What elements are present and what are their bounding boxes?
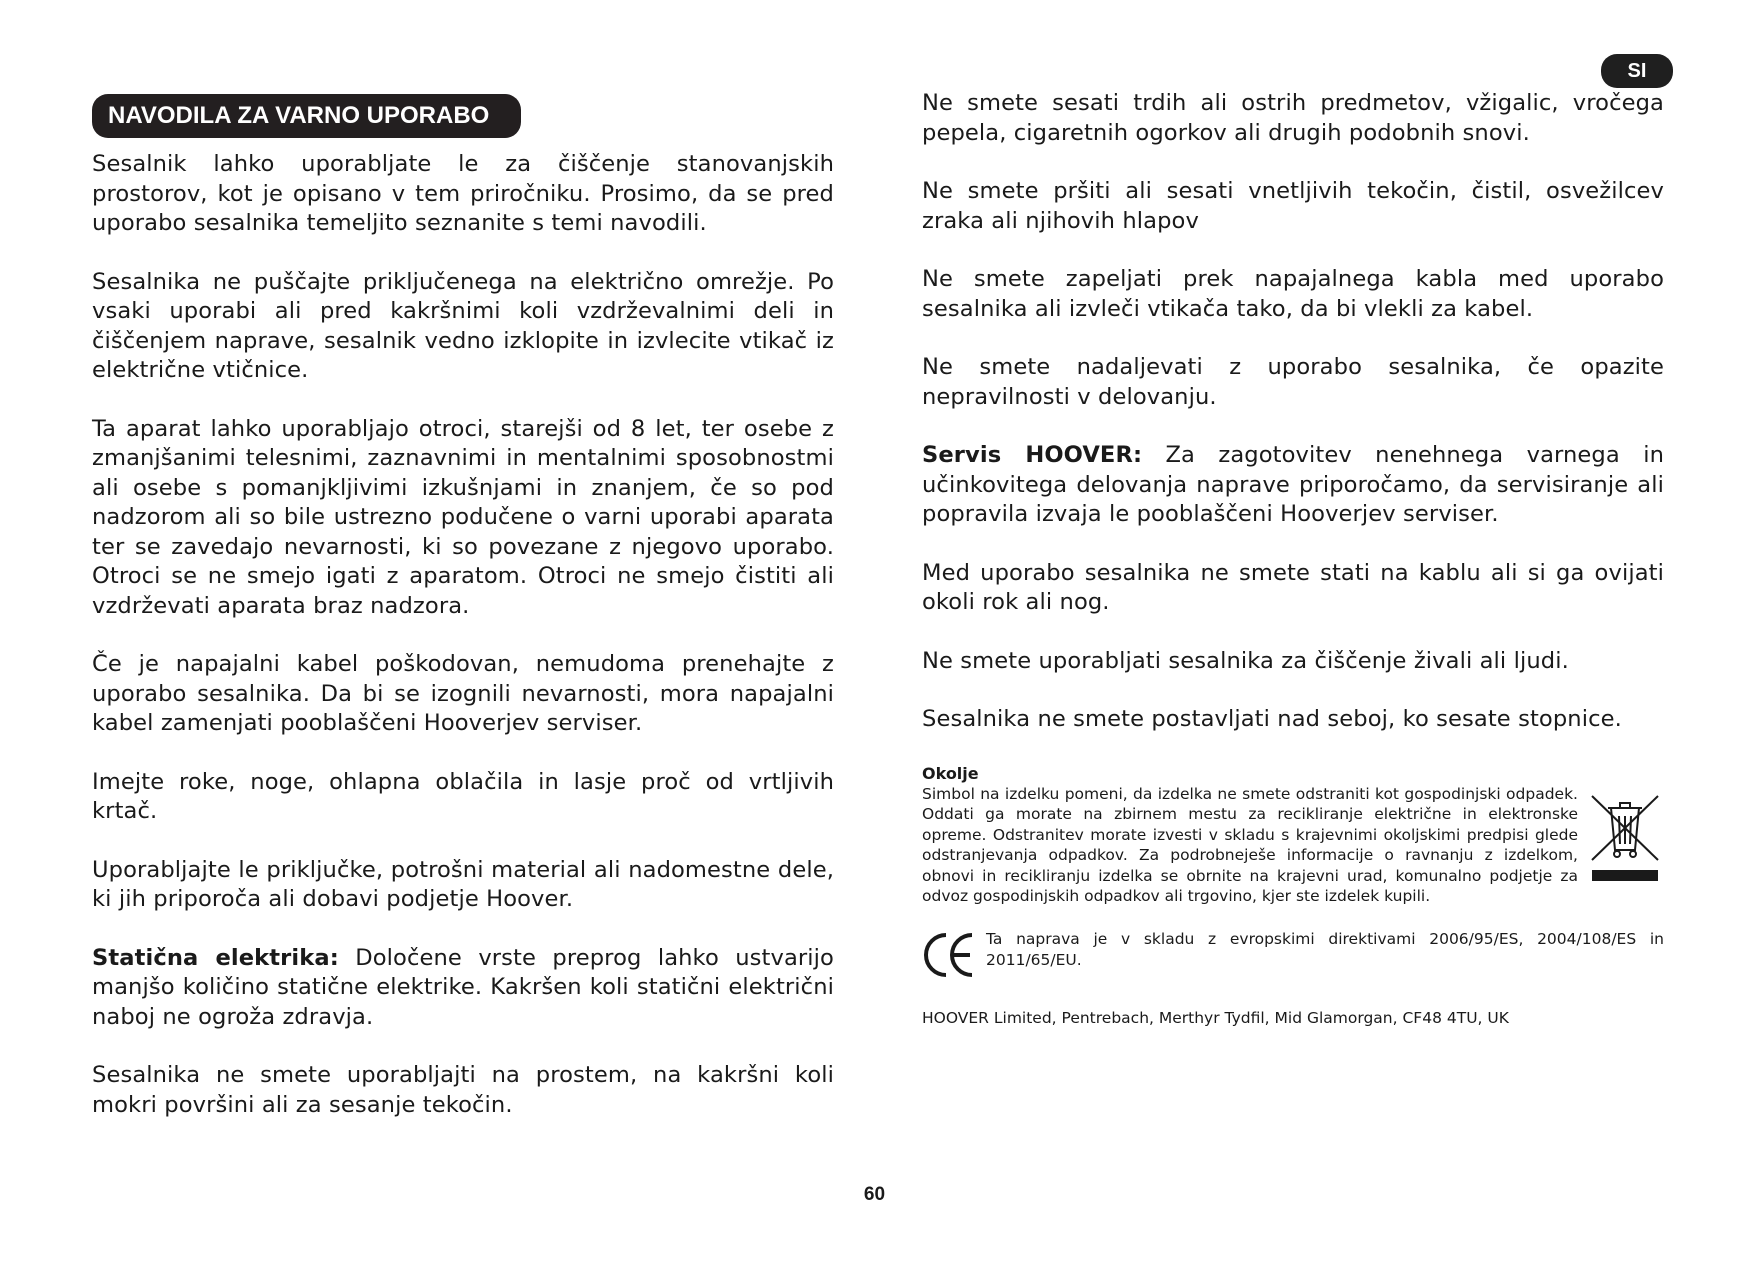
- left-paragraphs: [92, 150, 834, 1120]
- section-header: NAVODILA ZA VARNO UPORABO: [92, 94, 521, 138]
- right-column: [922, 89, 1664, 1027]
- company-address: HOOVER Limited, Pentrebach, Merthyr Tydfil, Mid Glamorgan, CF48 4TU, UK: [922, 1009, 1509, 1028]
- paragraph: [922, 265, 1664, 324]
- paragraph: [922, 647, 1664, 677]
- paragraph: [922, 705, 1664, 735]
- paragraph-bold-lead: Statična elektrika:: [92, 944, 339, 971]
- paragraph-text: Za zagotovitev nenehnega varnega in učinkovitega delovanja naprave priporočamo, da servisiranje ali popravila izvaja le pooblaščeni Hooverjev serviser.: [922, 442, 1664, 527]
- ce-section: [922, 929, 1664, 981]
- ce-text: Ta naprava je v skladu z evropskimi direktivami 2006/95/ES, 2004/108/ES in 2011/65/EU.: [986, 930, 1664, 969]
- paragraph: [92, 856, 834, 915]
- right-paragraphs: [922, 89, 1664, 735]
- environment-section: [922, 784, 1664, 908]
- language-tab: SI: [1601, 54, 1673, 88]
- paragraph: [922, 89, 1664, 148]
- ce-mark-icon: [922, 929, 976, 981]
- paragraph: [92, 944, 834, 1033]
- weee-crossed-bin-icon: [1586, 788, 1664, 884]
- paragraph-text: Ne smete zapeljati prek napajalnega kabla med uporabo sesalnika ali izvleči vtikača tako, da bi vlekli za kabel.: [922, 266, 1664, 322]
- paragraph-text: Ne smete sesati trdih ali ostrih predmetov, vžigalic, vročega pepela, cigaretnih ogorkov ali drugih podobnih snovi.: [922, 90, 1664, 146]
- environment-text: Simbol na izdelku pomeni, da izdelka ne smete odstraniti kot gospodinjski odpadek. Oddati ga morate na zbirnem mestu za recikliranje električne in elektronske opreme. Odstranitev morate izvesti v skladu s krajevnimi okoljskimi predpisi glede odstranjevanja odpadkov. Za podrobneješe informacije o ravnanju z izdelkom, obnovi in recikliranju izdelka se obrnite na krajevni urad, komunalno podjetje za odvoz gospodinjskih odpadkov ali trgovino, kjer ste izdelek kupili.: [922, 784, 1578, 906]
- environment-title: Okolje: [922, 763, 979, 783]
- paragraph: [92, 768, 834, 827]
- paragraph-text: Imejte roke, noge, ohlapna oblačila in lasje proč od vrtljivih krtač.: [92, 768, 834, 824]
- paragraph: [92, 268, 834, 386]
- paragraph-text: Ne smete nadaljevati z uporabo sesalnika, če opazite nepravilnosti v delovanju.: [922, 354, 1664, 410]
- paragraph-text: Določene vrste preprog lahko ustvarijo manjšo količino statične elektrike. Kakršen koli statični električni naboj ne ogroža zdravja.: [92, 944, 834, 1030]
- left-column: [92, 94, 834, 1149]
- paragraph-text: Če je napajalni kabel poškodovan, nemudoma prenehajte z uporabo sesalnika. Da bi se izognili nevarnosti, mora napajalni kabel zamenjati pooblaščeni Hooverjev serviser.: [92, 651, 834, 736]
- paragraph: [922, 441, 1664, 530]
- page-number: 60: [863, 1184, 886, 1205]
- paragraph: [922, 353, 1664, 412]
- paragraph: [92, 415, 834, 622]
- paragraph-bold-lead: Servis HOOVER:: [922, 442, 1143, 468]
- paragraph-text: Sesalnika ne smete uporabljajti na prostem, na kakršni koli mokri površini ali za sesanje tekočin.: [92, 1062, 834, 1118]
- paragraph: [922, 177, 1664, 236]
- paragraph-text: Ne smete pršiti ali sesati vnetljivih tekočin, čistil, osvežilcev zraka ali njihovih hlapov: [922, 178, 1664, 234]
- paragraph-text: Med uporabo sesalnika ne smete stati na kablu ali si ga ovijati okoli rok ali nog.: [922, 559, 1664, 615]
- paragraph: [92, 650, 834, 739]
- paragraph-text: Ta aparat lahko uporabljajo otroci, starejši od 8 let, ter osebe z zmanjšanimi telesnimi, zaznavnimi in mentalnimi sposobnostmi ali osebe s pomanjkljivimi izkušnjami in znanjem, če so pod nadzorom ali so bile ustrezno podučene o varni uporabi aparata ter se zavedajo nevarnosti, ki so povezane z njegovo uporabo. Otroci se ne smejo igati z aparatom. Otroci ne smejo čistiti ali vzdrževati aparata braz nadzora.: [92, 415, 834, 619]
- paragraph-text: Sesalnika ne puščajte priključenega na električno omrežje. Po vsaki uporabi ali pred kakršnimi koli vzdrževalnimi deli in čiščenjem naprave, sesalnik vedno izklopite in izvlecite vtikač iz električne vtičnice.: [92, 268, 834, 383]
- paragraph: [92, 1061, 834, 1120]
- paragraph: [92, 150, 834, 239]
- paragraph-text: Sesalnika ne smete postavljati nad seboj, ko sesate stopnice.: [922, 706, 1622, 732]
- paragraph-text: Sesalnik lahko uporabljate le za čiščenje stanovanjskih prostorov, kot je opisano v tem priročniku. Prosimo, da se pred uporabo sesalnika temeljito seznanite s temi navodili.: [92, 151, 834, 236]
- paragraph-text: Ne smete uporabljati sesalnika za čiščenje živali ali ljudi.: [922, 647, 1569, 674]
- paragraph-text: Uporabljajte le priključke, potrošni material ali nadomestne dele, ki jih priporoča ali dobavi podjetje Hoover.: [92, 856, 834, 912]
- paragraph: [922, 559, 1664, 618]
